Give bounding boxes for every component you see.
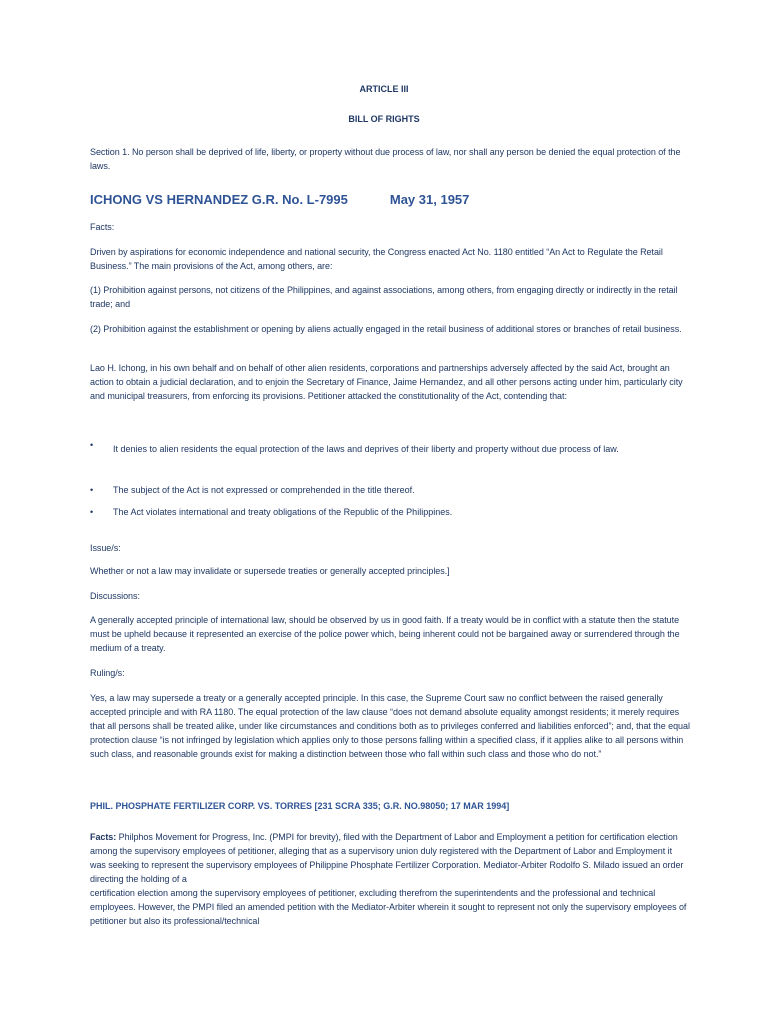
bullet-icon: • <box>90 507 94 517</box>
article-heading: ARTICLE III <box>359 84 409 94</box>
case-2-facts-continued: certification election among the supervisory employees of petitioner, excluding therefrom the superintendents and the professional and technical employees. However, the PMPI filed an amended petition with the Mediator-Arbiter wherein it sought to represent not only the supervisory employees of petitioner but also its professional/technical <box>90 888 687 926</box>
bullet-icon: • <box>90 440 94 450</box>
bill-of-rights-heading: BILL OF RIGHTS <box>348 114 420 124</box>
case-1-name: ICHONG VS HERNANDEZ G.R. No. L-7995 <box>90 192 348 207</box>
ruling-text: Yes, a law may supersede a treaty or a generally accepted principle. In this case, the Supreme Court saw no conflict between the raised generally accepted principle and with RA 1180. The equal protection of the law clause “does not demand absolute equality amongst residents; it merely requires that all persons shall be treated alike, under like circumstances and conditions both as to privileges conferred and liabilities enforced”; and, that the equal protection clause “is not infringed by legislation which applies only to those persons falling within a specified class, if it applies alike to all persons within such class, and reasonable grounds exist for making a distinction between those who fall within such class and those who do not.” <box>90 693 690 759</box>
case-2-title <box>90 801 690 811</box>
ruling-heading: Ruling/s: <box>90 668 125 678</box>
case-2-citation: [231 SCRA 335; G.R. NO.98050; 17 MAR 1994] <box>314 801 510 811</box>
section-1-text: Section 1. No person shall be deprived of life, liberty, or property without due process of law, nor shall any person be denied the equal protection of the laws. <box>90 147 681 171</box>
bullet-item-1 <box>90 440 700 480</box>
case-1-provision-2: (2) Prohibition against the establishment or opening by aliens actually engaged in the retail business of additional stores or branches of retail business. <box>90 324 682 334</box>
discussions-heading: Discussions: <box>90 591 140 601</box>
bullet-item-3 <box>90 507 700 527</box>
case-2-facts-text-1: Philphos Movement for Progress, Inc. (PMPI for brevity), filed with the Department of Labor and Employment a petition for certification election among the supervisory employees of petitioner, alleging that as a supervisory union duly registered with the Department of Labor and Employment it was seeking to represent the supervisory employees of Philippine Phosphate Fertilizer Corporation. Mediator-Arbiter Rodolfo S. Milado issued an order directing the holding of a <box>90 832 684 884</box>
case-2-facts-label: Facts: <box>90 832 117 842</box>
discussions-text: A generally accepted principle of international law, should be observed by us in good faith. If a treaty would be in conflict with a statute then the statute must be upheld because it represented an exercise of the police power which, being inherent could not be bargained away or surrendered through the medium of a treaty. <box>90 615 680 653</box>
issue-heading: Issue/s: <box>90 543 121 553</box>
case-2-facts <box>90 830 690 886</box>
bullet-item-text: The Act violates international and treaty obligations of the Republic of the Philippines. <box>113 507 453 517</box>
bullet-item-text: The subject of the Act is not expressed or comprehended in the title thereof. <box>113 485 415 495</box>
case-1-title <box>90 192 690 207</box>
case-2-name: PHIL. PHOSPHATE FERTILIZER CORP. VS. TORRES <box>90 801 313 811</box>
bullet-icon: • <box>90 485 94 495</box>
issue-text: Whether or not a law may invalidate or supersede treaties or generally accepted principles.] <box>90 566 450 576</box>
bullet-item-text: It denies to alien residents the equal protection of the laws and deprives of their liberty and property without due process of law. <box>113 444 619 454</box>
case-1-date: May 31, 1957 <box>389 192 470 207</box>
case-1-facts-intro: Driven by aspirations for economic independence and national security, the Congress enacted Act No. 1180 entitled “An Act to Regulate the Retail Business.” The main provisions of the Act, among others, are: <box>90 247 663 271</box>
case-1-provision-1: (1) Prohibition against persons, not citizens of the Philippines, and against associations, among others, from engaging directly or indirectly in the retail trade; and <box>90 285 678 309</box>
case-1-facts-body: Lao H. Ichong, in his own behalf and on behalf of other alien residents, corporations and partnerships adversely affected by the said Act, brought an action to obtain a judicial declaration, and to enjoin the Secretary of Finance, Jaime Hernandez, and all other persons acting under him, particularly city and municipal treasurers, from enforcing its provisions. Petitioner attacked the constitutionality of the Act, contending that: <box>90 363 683 401</box>
case-1-facts-heading: Facts: <box>90 222 115 232</box>
